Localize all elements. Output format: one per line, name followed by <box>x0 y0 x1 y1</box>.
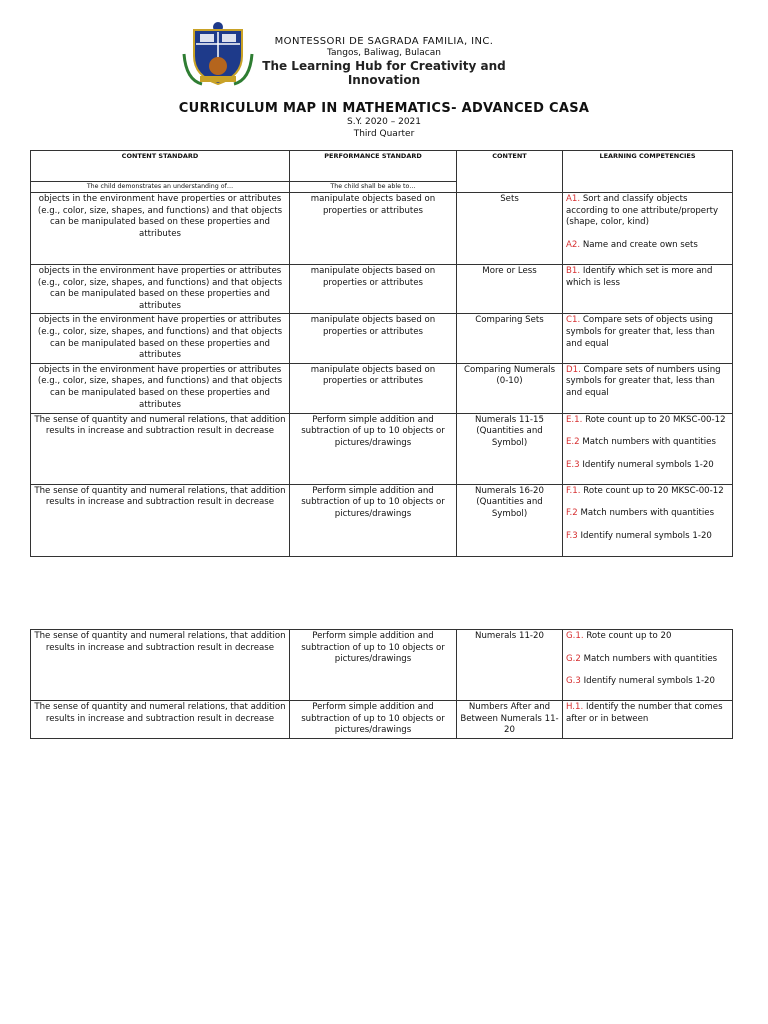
competency-code: G.2 <box>566 653 581 664</box>
content-standard-cell: The sense of quantity and numeral relations, that addition results in increase and subtraction result in decrease <box>31 630 290 701</box>
competency-code: F.3 <box>566 530 578 541</box>
curriculum-table <box>30 150 733 557</box>
competency-text: Match numbers with quantities <box>580 653 718 664</box>
content-cell: Sets <box>457 193 563 265</box>
content-standard-cell: objects in the environment have properties or attributes (e.g., color, size, shapes, and functions) and that objects can be manipulated based on these properties and attributes <box>31 265 290 314</box>
content-standard-cell: The sense of quantity and numeral relations, that addition results in increase and subtraction result in decrease <box>31 484 290 556</box>
table-row <box>31 630 733 701</box>
content-cell: Comparing Numerals (0-10) <box>457 363 563 413</box>
performance-standard-cell: manipulate objects based on properties or attributes <box>290 363 457 413</box>
competencies-cell <box>563 314 733 363</box>
table-row <box>31 701 733 739</box>
competency-text: Match numbers with quantities <box>579 437 716 448</box>
quarter-label: Third Quarter <box>353 129 415 139</box>
competency-text: Compare sets of numbers using symbols for greater that, less than and equal <box>566 364 721 398</box>
school-name: MONTESSORI DE SAGRADA FAMILIA, INC. <box>274 36 494 47</box>
competency-code: G.3 <box>566 676 581 687</box>
competency-text: Identify numeral symbols 1-20 <box>579 459 714 470</box>
curriculum-table-continued <box>30 629 733 739</box>
header-learning-competencies: LEARNING COMPETENCIES <box>563 151 733 193</box>
competency-text: Identify which set is more and which is less <box>566 266 713 288</box>
content-cell: Comparing Sets <box>457 314 563 363</box>
subheader-content-standard: The child demonstrates an understanding of… <box>31 182 290 193</box>
content-cell: Numerals 16-20 (Quantities and Symbol) <box>457 484 563 556</box>
competency-code: F.1. <box>566 485 581 496</box>
performance-standard-cell: manipulate objects based on properties or attributes <box>290 265 457 314</box>
competency-text: Compare sets of objects using symbols for greater that, less than and equal <box>566 315 715 349</box>
competencies-cell <box>563 413 733 484</box>
header-content: CONTENT <box>457 151 563 193</box>
content-standard-cell: objects in the environment have properties or attributes (e.g., color, size, shapes, and functions) and that objects can be manipulated based on these properties and attributes <box>31 314 290 363</box>
performance-standard-cell: Perform simple addition and subtraction of up to 10 objects or pictures/drawings <box>290 484 457 556</box>
competency-text: Identify the number that comes after or in between <box>566 702 723 724</box>
header-content-standard: CONTENT STANDARD <box>31 151 290 182</box>
competencies-cell <box>563 701 733 739</box>
content-standard-cell: objects in the environment have properties or attributes (e.g., color, size, shapes, and functions) and that objects can be manipulated based on these properties and attributes <box>31 363 290 413</box>
content-cell: More or Less <box>457 265 563 314</box>
document-header <box>0 0 768 150</box>
competency-code: E.3 <box>566 459 580 470</box>
table-row <box>31 363 733 413</box>
competency-text: Name and create own sets <box>580 239 698 250</box>
competency-text: Identify numeral symbols 1-20 <box>580 676 715 687</box>
content-cell: Numbers After and Between Numerals 11-20 <box>457 701 563 739</box>
competency-code: E.1. <box>566 414 583 425</box>
competency-text: Match numbers with quantities <box>577 508 715 519</box>
document-title: CURRICULUM MAP IN MATHEMATICS- ADVANCED CASA <box>178 101 590 116</box>
competencies-cell <box>563 484 733 556</box>
competency-code: H.1. <box>566 702 584 712</box>
school-motto: The Learning Hub for Creativity and Innovation <box>262 59 506 87</box>
content-standard-cell: The sense of quantity and numeral relations, that addition results in increase and subtraction result in decrease <box>31 701 290 739</box>
competency-code: C1. <box>566 315 581 326</box>
competencies-cell <box>563 265 733 314</box>
competency-text: Sort and classify objects according to one attribute/property (shape, color, kind) <box>566 194 719 228</box>
performance-standard-cell: Perform simple addition and subtraction of up to 10 objects or pictures/drawings <box>290 413 457 484</box>
table-row <box>31 413 733 484</box>
competency-code: E.2 <box>566 437 580 448</box>
table-row <box>31 484 733 556</box>
table-row <box>31 193 733 265</box>
competency-text: Rote count up to 20 MKSC-00-12 <box>582 414 726 425</box>
table-row <box>31 265 733 314</box>
competency-code: D1. <box>566 364 581 375</box>
competency-code: A1. <box>566 194 581 204</box>
competency-code: A2. <box>566 239 581 250</box>
competencies-cell <box>563 630 733 701</box>
table-row <box>31 314 733 363</box>
competencies-cell <box>563 193 733 265</box>
competency-code: B1. <box>566 266 581 276</box>
performance-standard-cell: Perform simple addition and subtraction of up to 10 objects or pictures/drawings <box>290 701 457 739</box>
content-cell: Numerals 11-15 (Quantities and Symbol) <box>457 413 563 484</box>
competency-text: Identify numeral symbols 1-20 <box>577 530 712 541</box>
competency-code: F.2 <box>566 508 578 519</box>
content-cell: Numerals 11-20 <box>457 630 563 701</box>
content-standard-cell: objects in the environment have properties or attributes (e.g., color, size, shapes, and functions) and that objects can be manipulated based on these properties and attributes <box>31 193 290 265</box>
competency-code: G.1. <box>566 631 584 641</box>
school-year: S.Y. 2020 – 2021 <box>347 117 421 127</box>
content-standard-cell: The sense of quantity and numeral relations, that addition results in increase and subtraction result in decrease <box>31 413 290 484</box>
competency-text: Rote count up to 20 <box>583 631 672 641</box>
performance-standard-cell: Perform simple addition and subtraction of up to 10 objects or pictures/drawings <box>290 630 457 701</box>
competencies-cell <box>563 363 733 413</box>
competency-text: Rote count up to 20 MKSC-00-12 <box>580 485 724 496</box>
performance-standard-cell: manipulate objects based on properties or attributes <box>290 193 457 265</box>
performance-standard-cell: manipulate objects based on properties or attributes <box>290 314 457 363</box>
header-performance-standard: PERFORMANCE STANDARD <box>290 151 457 182</box>
subheader-performance-standard: The child shall be able to… <box>290 182 457 193</box>
school-address: Tangos, Baliwag, Bulacan <box>327 48 441 58</box>
